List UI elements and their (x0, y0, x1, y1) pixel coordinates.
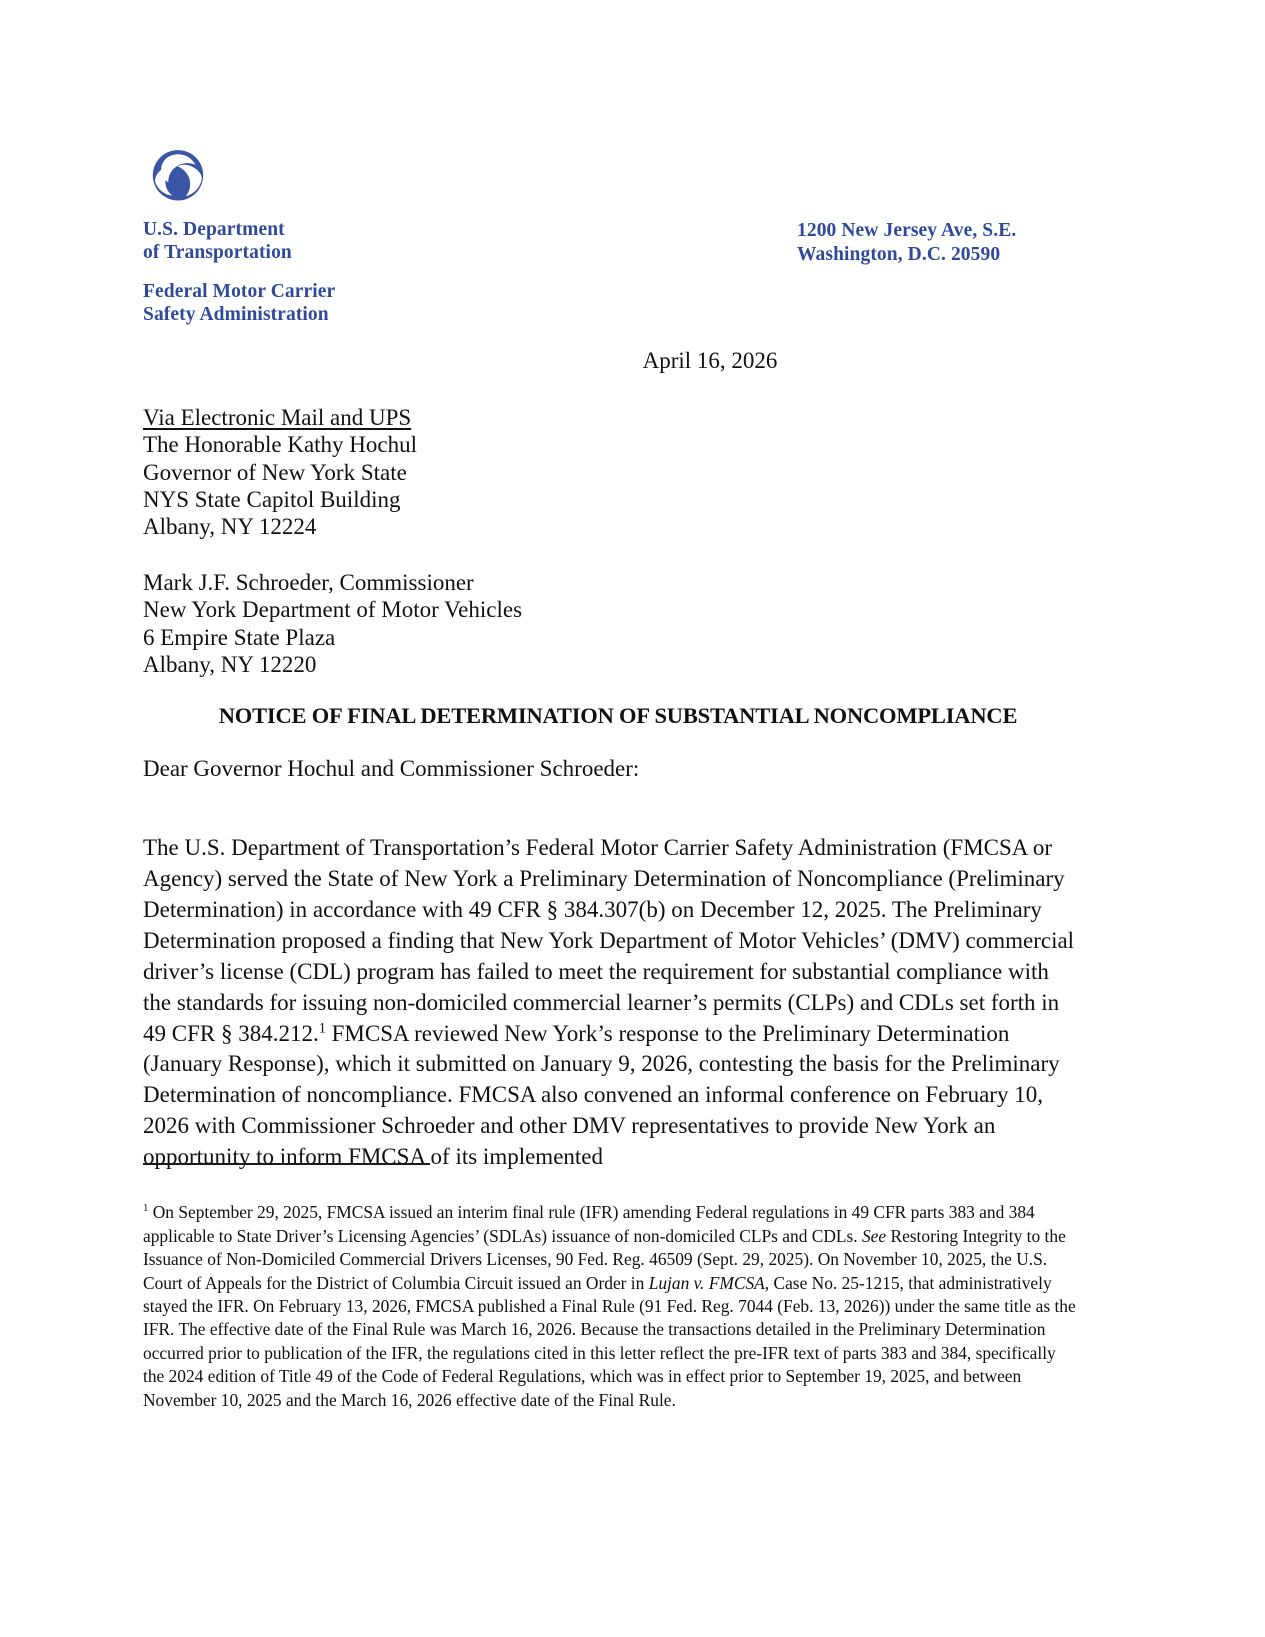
salutation: Dear Governor Hochul and Commissioner Schroeder: (143, 756, 640, 781)
recipient-1-name: The Honorable Kathy Hochul (143, 432, 418, 458)
agency-line-3: Federal Motor Carrier (143, 281, 336, 302)
agency-name-block (143, 218, 523, 326)
letterhead-spacer (143, 264, 523, 280)
recipient-1-address-2: Albany, NY 12224 (143, 514, 317, 540)
recipient-1-address-1: NYS State Capitol Building (143, 487, 401, 513)
footnote-1 (143, 1201, 1081, 1412)
footnote-1-part-1: On September 29, 2025, FMCSA issued an interim final rule (IFR) amending Federal regulations in 49 CFR parts 383 and 384 applicable to State Driver’s Licensing Agencies’ (SDLAs) issuance of non-domiciled CLPs and CDLs. (143, 1202, 1035, 1246)
hq-address-line-1: 1200 New Jersey Ave, S.E. (797, 220, 1017, 241)
hq-address-line-2: Washington, D.C. 20590 (797, 244, 1001, 266)
footnote-1-see-signal: See (861, 1225, 887, 1246)
recipient-2-address-2: Albany, NY 12220 (143, 651, 317, 677)
body-paragraph-1-part-2: FMCSA reviewed New York’s response to the Preliminary Determination (January Response), which it submitted on January 9, 2026, contesting the basis for the Preliminary Determination of noncompliance. FMCSA also convened an informal conference on February 10, 2026 with Commissioner Schroeder and other DMV representatives to provide New York an opportunity to inform FMCSA of its implemented (143, 1020, 1060, 1170)
dot-triskelion-seal-icon (143, 148, 213, 204)
recipient-2-title: New York Department of Motor Vehicles (143, 597, 523, 623)
agency-line-4: Safety Administration (143, 304, 329, 325)
document-subject-title: NOTICE OF FINAL DETERMINATION OF SUBSTANTIAL NONCOMPLIANCE (218, 703, 1018, 728)
footnote-separator-rule (143, 1163, 430, 1165)
recipient-spacer (143, 541, 903, 569)
recipient-2-address-1: 6 Empire State Plaza (143, 624, 336, 650)
letter-date: April 16, 2026 (642, 348, 778, 373)
recipient-block (143, 404, 903, 678)
recipient-2-name: Mark J.F. Schroeder, Commissioner (143, 569, 474, 595)
footnote-1-part-2: Restoring Integrity to the Issuance of Non-Domiciled Commercial Drivers Licenses, 90 Fed. Reg. 46509 (Sept. 29, 2025). On November 10, 2025, the U.S. Court of Appeals for the District of Columbia Circuit issued an Order in (143, 1225, 1066, 1293)
agency-line-2: of Transportation (143, 242, 292, 263)
delivery-method-line: Via Electronic Mail and UPS (143, 405, 412, 430)
recipient-1-title: Governor of New York State (143, 459, 407, 485)
footnote-reference-1[interactable]: 1 (318, 1019, 326, 1036)
footnote-1-part-3: , Case No. 25-1215, that administratively stayed the IFR. On February 13, 2026, FMCSA published a Final Rule (91 Fed. Reg. 7044 (Feb. 13, 2026)) under the same title as the IFR. The effective date of the Final Rule was March 16, 2026. Because the transactions detailed in the Preliminary Determination occurred prior to publication of the IFR, the regulations cited in this letter reflect the pre-IFR text of parts 383 and 384, specifically the 2024 edition of Title 49 of the Code of Federal Regulations, which was in effect prior to September 19, 2025, and between November 10, 2025 and the March 16, 2026 effective date of the Final Rule. (143, 1272, 1076, 1410)
body-paragraph-1 (143, 833, 1075, 1173)
footnote-1-case-name: Lujan v. FMCSA (648, 1272, 765, 1293)
letterhead (143, 148, 523, 326)
headquarters-address (797, 219, 1016, 268)
footnote-1-marker: 1 (143, 1202, 149, 1215)
body-paragraph-1-part-1: The U.S. Department of Transportation’s Federal Motor Carrier Safety Administration (FMCSA or Agency) served the State of New York a Preliminary Determination of Noncompliance (Preliminary Determination) in accordance with 49 CFR § 384.307(b) on December 12, 2025. The Preliminary Determination proposed a finding that New York Department of Motor Vehicles’ (DMV) commercial driver’s license (CDL) program has failed to meet the requirement for substantial compliance with the standards for issuing non-domiciled commercial learner’s permits (CLPs) and CDLs set forth in 49 CFR § 384.212. (143, 835, 1075, 1046)
agency-line-1: U.S. Department (143, 219, 285, 240)
